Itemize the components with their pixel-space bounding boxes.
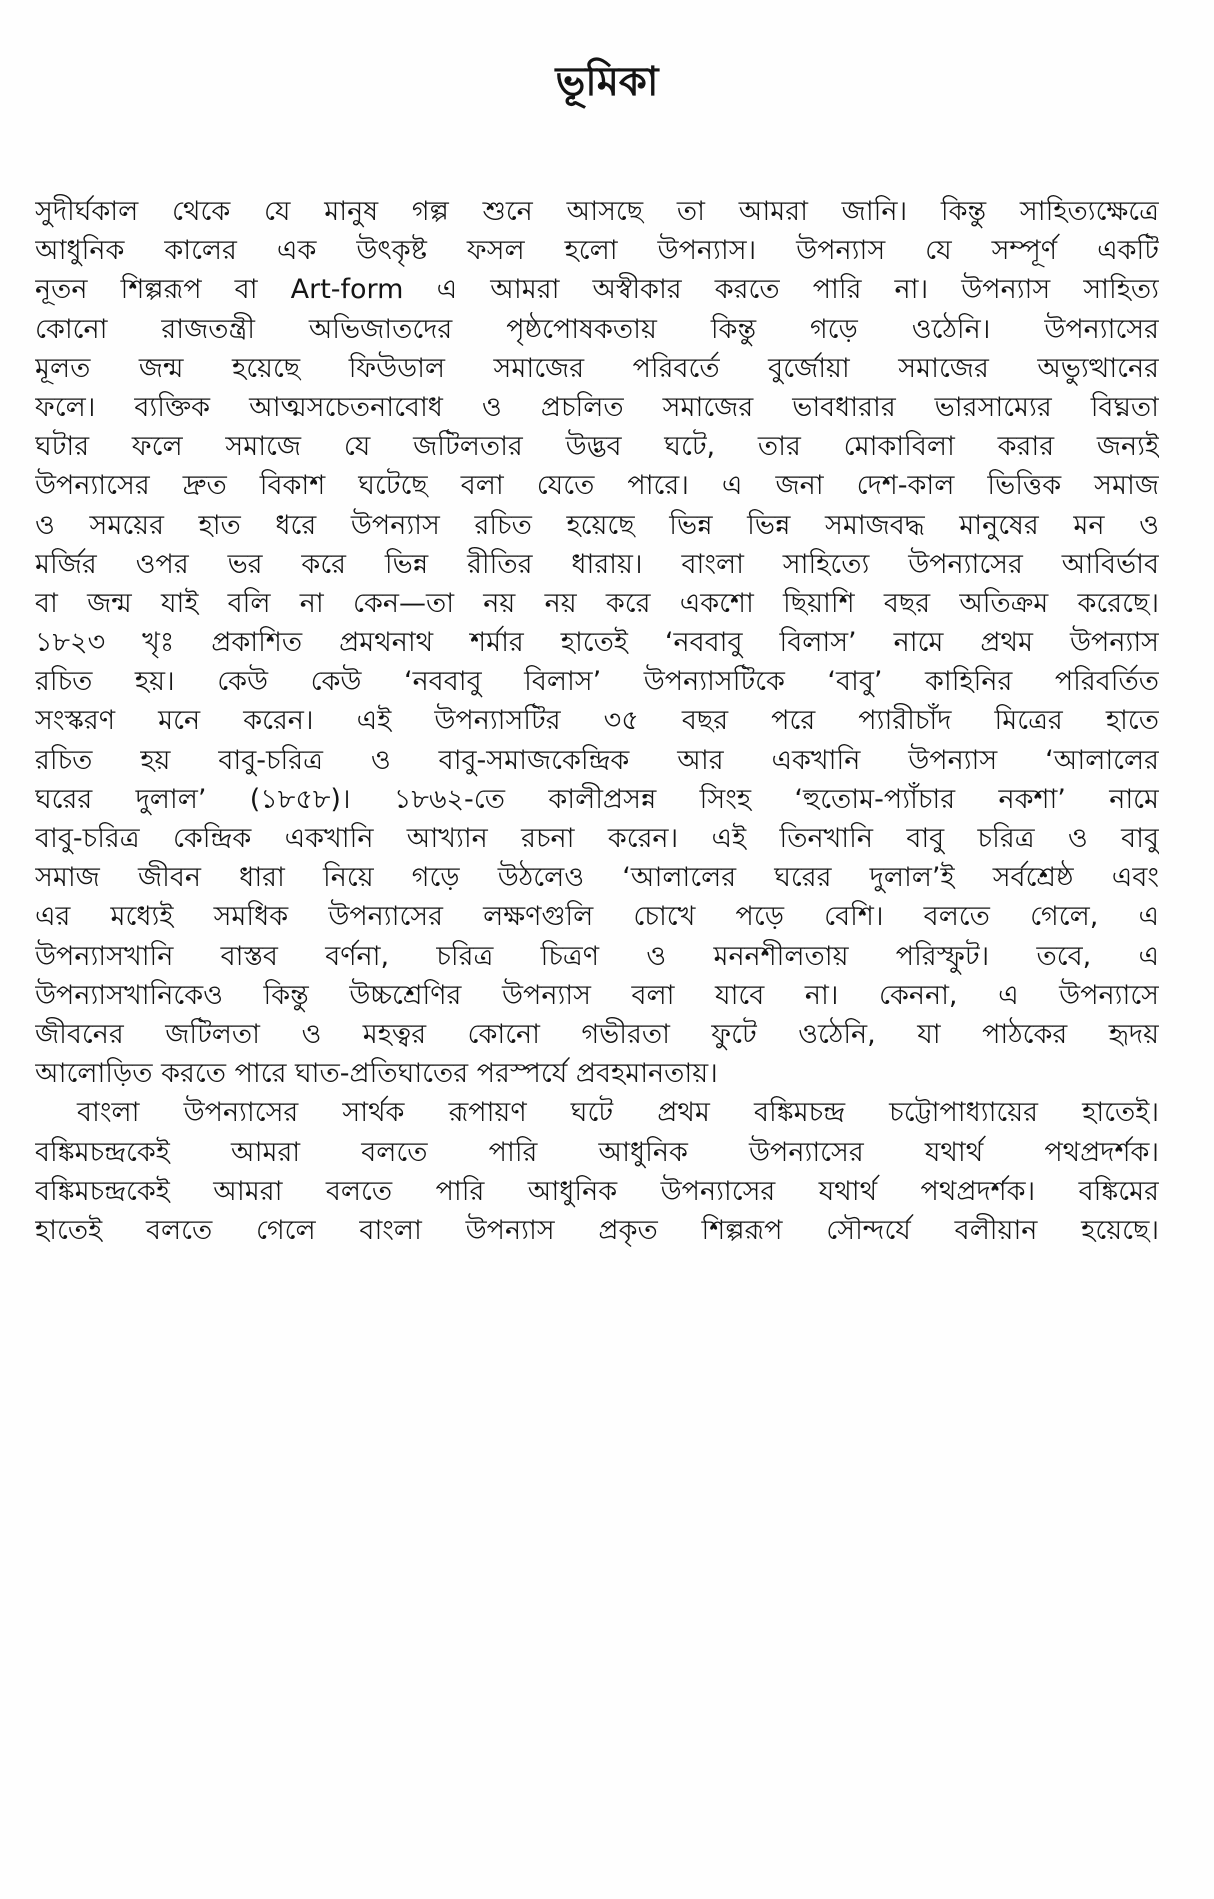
text-line: ফলে। ব্যক্তিক আত্মসচেতনাবোধ ও প্রচলিত সমাজের ভাবধারার ভারসাম্যের বিঘ্নতা	[35, 391, 1159, 423]
text-line: জীবনের জটিলতা ও মহত্বর কোনো গভীরতা ফুটে ওঠেনি, যা পাঠকের হৃদয়	[35, 1018, 1159, 1050]
text-line: রচিত হয়। কেউ কেউ ‘নববাবু বিলাস’ উপন্যাসটিকে ‘বাবু’ কাহিনির পরিবর্তিত	[35, 666, 1159, 698]
text-line: বঙ্কিমচন্দ্রকেই আমরা বলতে পারি আধুনিক উপন্যাসের যথার্থ পথপ্রদর্শক। বঙ্কিমের	[35, 1175, 1159, 1207]
text-line: ও সময়ের হাত ধরে উপন্যাস রচিত হয়েছে ভিন্ন ভিন্ন সমাজবদ্ধ মানুষের মন ও	[35, 509, 1159, 541]
text-line: আলোড়িত করতে পারে ঘাত-প্রতিঘাতের পরস্পর্যে প্রবহমানতায়।	[35, 1058, 718, 1090]
text-line: বা জন্ম যাই বলি না কেন—তা নয় নয় করে একশো ছিয়াশি বছর অতিক্রম করেছে।	[35, 587, 1159, 619]
text-line: বাবু-চরিত্র কেন্দ্রিক একখানি আখ্যান রচনা করেন। এই তিনখানি বাবু চরিত্র ও বাবু	[35, 823, 1159, 854]
text-line: উপন্যাসখানিকেও কিন্তু উচ্চশ্রেণির উপন্যাস বলা যাবে না। কেননা, এ উপন্যাসে	[35, 979, 1159, 1011]
text-line: নূতন শিল্পরূপ বা Art-form এ আমরা অস্বীকার করতে পারি না। উপন্যাস সাহিত্য	[35, 274, 1159, 306]
text-line: মূলত জন্ম হয়েছে ফিউডাল সমাজের পরিবর্তে বুর্জোয়া সমাজের অভ্যুত্থানের	[35, 352, 1159, 384]
text-line: উপন্যাসের দ্রুত বিকাশ ঘটেছে বলা যেতে পারে। এ জনা দেশ-কাল ভিত্তিক সমাজ	[35, 470, 1159, 502]
text-line: ঘরের দুলাল’ (১৮৫৮)। ১৮৬২-তে কালীপ্রসন্ন সিংহ ‘হুতোম-প্যাঁচার নকশা’ নামে	[35, 783, 1159, 815]
text-line: মর্জির ওপর ভর করে ভিন্ন রীতির ধারায়। বাংলা সাহিত্যে উপন্যাসের আবির্ভাব	[35, 548, 1159, 580]
text-line: বঙ্কিমচন্দ্রকেই আমরা বলতে পারি আধুনিক উপন্যাসের যথার্থ পথপ্রদর্শক।	[35, 1136, 1159, 1168]
paragraph-2	[35, 1093, 1159, 1250]
body-text	[35, 192, 1159, 1250]
text-line: সুদীর্ঘকাল থেকে যে মানুষ গল্প শুনে আসছে তা আমরা জানি। কিন্তু সাহিত্যক্ষেত্রে	[35, 196, 1159, 227]
text-line: রচিত হয় বাবু-চরিত্র ও বাবু-সমাজকেন্দ্রিক আর একখানি উপন্যাস ‘আলালের	[35, 744, 1159, 776]
text-line: কোনো রাজতন্ত্রী অভিজাতদের পৃষ্ঠপোষকতায় কিন্তু গড়ে ওঠেনি। উপন্যাসের	[35, 313, 1159, 345]
text-line: সমাজ জীবন ধারা নিয়ে গড়ে উঠলেও ‘আলালের ঘরের দুলাল’ই সর্বশ্রেষ্ঠ এবং	[35, 862, 1159, 894]
paragraph-1	[35, 192, 1159, 1093]
text-line: ১৮২৩ খৃঃ প্রকাশিত প্রমথনাথ শর্মার হাতেই ‘নববাবু বিলাস’ নামে প্রথম উপন্যাস	[35, 627, 1159, 659]
text-line: হাতেই বলতে গেলে বাংলা উপন্যাস প্রকৃত শিল্পরূপ সৌন্দর্যে বলীয়ান হয়েছে।	[35, 1214, 1159, 1246]
text-line: ঘটার ফলে সমাজে যে জটিলতার উদ্ভব ঘটে, তার মোকাবিলা করার জন্যই	[35, 431, 1159, 463]
text-line: আধুনিক কালের এক উৎকৃষ্ট ফসল হলো উপন্যাস। উপন্যাস যে সম্পূর্ণ একটি	[35, 235, 1159, 267]
text-line: বাংলা উপন্যাসের সার্থক রূপায়ণ ঘটে প্রথম বঙ্কিমচন্দ্র চট্টোপাধ্যায়ের হাতেই।	[77, 1097, 1159, 1129]
text-line: উপন্যাসখানি বাস্তব বর্ণনা, চরিত্র চিত্রণ ও মননশীলতায় পরিস্ফুট। তবে, এ	[35, 940, 1159, 972]
text-line: এর মধ্যেই সমধিক উপন্যাসের লক্ষণগুলি চোখে পড়ে বেশি। বলতে গেলে, এ	[35, 901, 1159, 933]
text-line: সংস্করণ মনে করেন। এই উপন্যাসটির ৩৫ বছর পরে প্যারীচাঁদ মিত্রের হাতে	[35, 705, 1159, 737]
page-title: ভূমিকা	[555, 59, 659, 105]
